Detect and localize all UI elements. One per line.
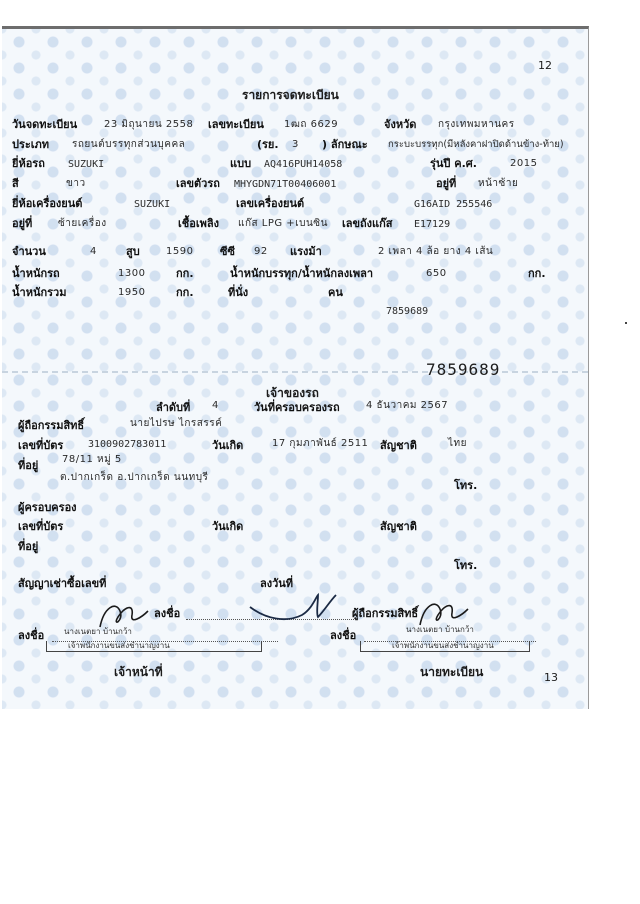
signed-date-label: ลงวันที่ xyxy=(260,577,294,590)
load-label: น้ำหนักบรรทุก/น้ำหนักลงเพลา xyxy=(230,267,374,280)
document-number: 7859689 xyxy=(386,306,429,317)
chassis-value: MHYGDN71T00406001 xyxy=(234,179,337,190)
engine-no-label: เลขเครื่องยนต์ xyxy=(236,197,305,210)
fuel-label: เชื้อเพลิง xyxy=(178,217,219,230)
model-label: แบบ xyxy=(230,157,252,170)
color-label: สี xyxy=(12,177,19,190)
left-officer-role: เจ้าพนักงานขนส่งชำนาญงาน xyxy=(68,641,170,650)
engine-brand-value: SUZUKI xyxy=(134,199,171,210)
gas-tank-label: เลขถังแก๊ส xyxy=(342,217,393,230)
chassis-location-value: หน้าซ้าย xyxy=(478,178,519,189)
gas-tank-value: E17129 xyxy=(414,219,451,230)
seats-unit: คน xyxy=(328,286,343,299)
possessor-label: ผู้ครอบครอง xyxy=(18,501,77,514)
char-label: ) ลักษณะ xyxy=(322,138,368,151)
province-label: จังหวัด xyxy=(384,118,417,131)
order-label: ลำดับที่ xyxy=(156,401,191,414)
axles-value: 2 เพลา 4 ล้อ ยาง 4 เส้น xyxy=(378,246,494,257)
owner-id-value: 3100902783011 xyxy=(88,439,167,450)
owner-address-line1: 78/11 หมู่ 5 xyxy=(62,454,122,465)
chassis-location-label: อยู่ที่ xyxy=(436,177,457,190)
cylinders-unit: สูบ xyxy=(126,245,140,258)
sign-label-right: ลงชื่อ xyxy=(330,629,357,642)
page-number-bottom: 13 xyxy=(544,671,558,684)
rs-value: 3 xyxy=(292,139,299,150)
owner-address-line2: ต.ปากเกร็ด อ.ปากเกร็ด นนทบุรี xyxy=(60,472,209,483)
regno-label: เลขทะเบียน xyxy=(208,118,264,131)
fuel-value: แก๊ส LPG +เบนซิน xyxy=(238,218,328,229)
hp-value: 92 xyxy=(254,246,268,257)
brand-label: ยี่ห้อรถ xyxy=(12,157,45,170)
left-officer-name: นางเนตยา บ้านกว้า xyxy=(64,627,132,636)
possessor-birth-label: วันเกิด xyxy=(212,520,244,533)
officer-title: เจ้าหน้าที่ xyxy=(114,665,163,679)
province-value: กรุงเทพมหานคร xyxy=(438,119,515,130)
engine-location-label: อยู่ที่ xyxy=(12,217,33,230)
load-unit: กก. xyxy=(528,267,546,280)
holder-label: ผู้ถือกรรมสิทธิ์ xyxy=(18,419,85,432)
sign-label-middle: ลงชื่อ xyxy=(154,607,181,620)
engine-brand-label: ยี่ห้อเครื่องยนต์ xyxy=(12,197,83,210)
color-value: ขาว xyxy=(66,178,86,189)
possessor-nation-label: สัญชาติ xyxy=(380,520,417,533)
type-label: ประเภท xyxy=(12,138,50,151)
cylinders-value: 4 xyxy=(90,246,97,257)
hp-label: แรงม้า xyxy=(290,245,322,258)
owner-birth-label: วันเกิด xyxy=(212,439,244,452)
contract-label: สัญญาเช่าซื้อเลขที่ xyxy=(18,577,107,590)
holder-signature xyxy=(246,589,342,629)
weight-label: น้ำหนักรถ xyxy=(12,267,60,280)
gross-weight-unit: กก. xyxy=(176,286,194,299)
order-value: 4 xyxy=(212,400,219,411)
engine-location-value: ซ้ายเครื่อง xyxy=(58,218,107,229)
right-officer-name: นางเนตยา บ้านกว้า xyxy=(406,625,474,634)
weight-value: 1300 xyxy=(118,268,146,279)
possession-date-value: 4 ธันวาคม 2567 xyxy=(366,400,449,411)
type-value: รถยนต์บรรทุกส่วนบุคคล xyxy=(72,139,186,150)
rs-label: (รย. xyxy=(257,138,279,151)
cylinders-label: จำนวน xyxy=(12,245,46,258)
load-value: 650 xyxy=(426,268,447,279)
gross-weight-label: น้ำหนักรวม xyxy=(12,286,67,299)
seats-label: ที่นั่ง xyxy=(228,286,249,299)
cc-value: 1590 xyxy=(166,246,194,257)
possessor-id-label: เลขที่บัตร xyxy=(18,520,64,533)
cc-label: ซีซี xyxy=(220,245,235,258)
reg-date-label: วันจดทะเบียน xyxy=(12,118,78,131)
reg-date-value: 23 มิถุนายน 2558 xyxy=(104,119,194,130)
owner-birth-value: 17 กุมภาพันธ์ 2511 xyxy=(272,438,369,449)
gross-weight-value: 1950 xyxy=(118,287,146,298)
holder-sign-label: ผู้ถือกรรมสิทธิ์ xyxy=(352,607,419,620)
possessor-address-label: ที่อยู่ xyxy=(18,540,39,553)
right-officer-role: เจ้าพนักงานขนส่งชำนาญงาน xyxy=(392,641,494,650)
page-number-top: 12 xyxy=(538,59,552,72)
stamp-number: 7859689 xyxy=(426,360,501,379)
holder-value: นายไปรษ ไกรสรรค์ xyxy=(130,418,223,429)
owner-nation-label: สัญชาติ xyxy=(380,439,417,452)
stray-mark xyxy=(625,322,627,324)
year-value: 2015 xyxy=(510,158,538,169)
owner-id-label: เลขที่บัตร xyxy=(18,439,64,452)
registration-page xyxy=(2,26,589,709)
owner-tel-label: โทร. xyxy=(454,479,478,492)
brand-value: SUZUKI xyxy=(68,159,105,170)
year-label: รุ่นปี ค.ศ. xyxy=(430,157,477,170)
owner-address-label: ที่อยู่ xyxy=(18,459,39,472)
chassis-label: เลขตัวรถ xyxy=(176,177,220,190)
engine-no-value: G16AID 255546 xyxy=(414,199,493,210)
possessor-tel-label: โทร. xyxy=(454,559,478,572)
model-value: AQ416PUH14058 xyxy=(264,159,343,170)
possession-date-label: วันที่ครอบครองรถ xyxy=(254,401,340,414)
weight-unit: กก. xyxy=(176,267,194,280)
registrar-title: นายทะเบียน xyxy=(420,665,484,679)
regno-value: 1ฒถ 6629 xyxy=(284,119,339,130)
owner-title: เจ้าของรถ xyxy=(266,386,319,400)
char-value: กระบะบรรทุก(มีหลังคาฝาปิดด้านข้าง-ท้าย) xyxy=(388,139,564,150)
owner-nation-value: ไทย xyxy=(448,438,467,449)
sign-label-left: ลงชื่อ xyxy=(18,629,45,642)
registration-title: รายการจดทะเบียน xyxy=(242,88,339,102)
